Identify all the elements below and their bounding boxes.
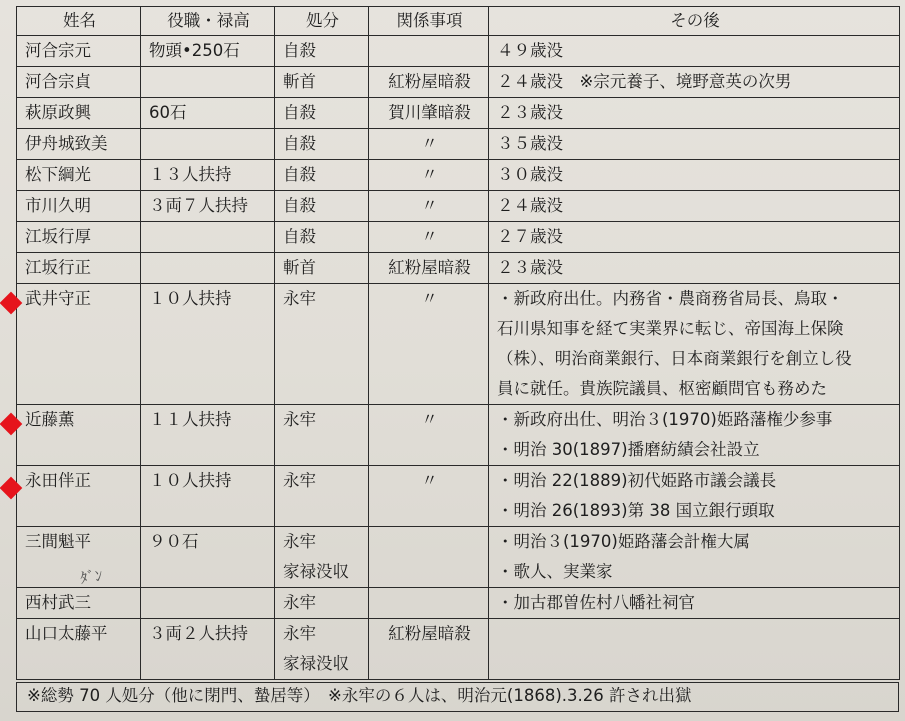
- cell-punishment: [275, 527, 369, 588]
- cell-name: 伊舟城致美: [17, 129, 141, 160]
- table-row: [17, 36, 900, 67]
- cell-role: [141, 129, 275, 160]
- header-punishment: 処分: [275, 7, 369, 36]
- cell-relation: 〃: [369, 284, 489, 405]
- punishment-line: 永牢: [283, 410, 316, 429]
- punishment-line: 家禄没収: [283, 562, 349, 581]
- cell-role: １０人扶持: [141, 284, 275, 405]
- after-line: 員に就任。貴族院議員、枢密顧問官も務めた: [497, 379, 827, 398]
- cell-role: [141, 253, 275, 284]
- cell-punishment: [275, 191, 369, 222]
- header-relation: 関係事項: [369, 7, 489, 36]
- table-row: [17, 527, 900, 588]
- table-row: [17, 619, 900, 680]
- cell-role: [141, 588, 275, 619]
- cell-relation: [369, 527, 489, 588]
- punishment-line: 永牢: [283, 624, 316, 643]
- cell-punishment: [275, 588, 369, 619]
- after-line: ２３歳没: [497, 103, 563, 122]
- handwritten-mark: ﾀﾞﾝ: [78, 566, 104, 588]
- cell-relation: 〃: [369, 191, 489, 222]
- table-row: [17, 466, 900, 527]
- cell-punishment: [275, 284, 369, 405]
- punishment-line: 自殺: [283, 227, 316, 246]
- cell-after: [489, 36, 900, 67]
- cell-relation: 〃: [369, 160, 489, 191]
- table-row: [17, 588, 900, 619]
- cell-after: [489, 129, 900, 160]
- punishment-line: 自殺: [283, 165, 316, 184]
- after-line: ・新政府出仕。内務省・農商務省局長、鳥取・: [497, 289, 844, 308]
- cell-name: 松下綱光: [17, 160, 141, 191]
- cell-role: 60石: [141, 98, 275, 129]
- after-line: ・明治３(1970)姫路藩会計権大属: [497, 532, 750, 551]
- table-row: [17, 129, 900, 160]
- punishment-line: 家禄没収: [283, 654, 349, 673]
- cell-role: １１人扶持: [141, 405, 275, 466]
- table-row: [17, 191, 900, 222]
- cell-punishment: [275, 466, 369, 527]
- after-line: ２４歳没: [497, 196, 563, 215]
- after-line: ・明治 22(1889)初代姫路市議会議長: [497, 471, 777, 490]
- cell-name: 武井守正: [17, 284, 141, 405]
- after-line: （株）、明治商業銀行、日本商業銀行を創立し役: [497, 349, 852, 368]
- cell-relation: 〃: [369, 466, 489, 527]
- punishment-table: [16, 6, 900, 680]
- cell-name: 永田伴正: [17, 466, 141, 527]
- cell-relation: [369, 588, 489, 619]
- cell-punishment: [275, 67, 369, 98]
- cell-after: [489, 160, 900, 191]
- punishment-line: 永牢: [283, 289, 316, 308]
- cell-after: [489, 619, 900, 680]
- cell-relation: 紅粉屋暗殺: [369, 67, 489, 98]
- header-name: 姓名: [17, 7, 141, 36]
- table-row: [17, 253, 900, 284]
- cell-name: 河合宗貞: [17, 67, 141, 98]
- cell-punishment: [275, 222, 369, 253]
- punishment-line: 永牢: [283, 471, 316, 490]
- cell-name: 河合宗元: [17, 36, 141, 67]
- header-role: 役職・禄高: [141, 7, 275, 36]
- cell-relation: 賀川肇暗殺: [369, 98, 489, 129]
- after-line: ２７歳没: [497, 227, 563, 246]
- cell-after: [489, 588, 900, 619]
- cell-punishment: [275, 98, 369, 129]
- cell-relation: 紅粉屋暗殺: [369, 253, 489, 284]
- cell-punishment: [275, 253, 369, 284]
- punishment-line: 斬首: [283, 72, 316, 91]
- after-line: ・歌人、実業家: [497, 562, 613, 581]
- cell-after: [489, 98, 900, 129]
- cell-after: [489, 527, 900, 588]
- cell-relation: 紅粉屋暗殺: [369, 619, 489, 680]
- cell-name: 山口太藤平: [17, 619, 141, 680]
- table-row: [17, 160, 900, 191]
- cell-relation: 〃: [369, 129, 489, 160]
- cell-name: 江坂行厚: [17, 222, 141, 253]
- cell-relation: 〃: [369, 222, 489, 253]
- header-row: [17, 7, 900, 36]
- cell-after: [489, 67, 900, 98]
- cell-punishment: [275, 619, 369, 680]
- cell-name: 江坂行正: [17, 253, 141, 284]
- punishment-line: 永牢: [283, 532, 316, 551]
- cell-role: １３人扶持: [141, 160, 275, 191]
- after-line: ・加古郡曽佐村八幡社祠官: [497, 593, 695, 612]
- after-line: 石川県知事を経て実業界に転じ、帝国海上保険: [497, 319, 844, 338]
- after-line: ２４歳没 ※宗元養子、境野意英の次男: [497, 72, 792, 91]
- cell-name: 三間魁平: [17, 527, 141, 588]
- header-after: その後: [489, 7, 900, 36]
- cell-after: [489, 284, 900, 405]
- cell-after: [489, 222, 900, 253]
- cell-after: [489, 253, 900, 284]
- punishment-line: 自殺: [283, 196, 316, 215]
- after-line: ２３歳没: [497, 258, 563, 277]
- cell-punishment: [275, 129, 369, 160]
- footer-note: ※総勢 70 人処分（他に閉門、蟄居等） ※永牢の６人は、明治元(1868).3.26 許され出獄: [16, 682, 899, 712]
- punishment-line: 自殺: [283, 103, 316, 122]
- cell-role: ９０石: [141, 527, 275, 588]
- cell-punishment: [275, 405, 369, 466]
- table-row: [17, 67, 900, 98]
- punishment-line: 自殺: [283, 134, 316, 153]
- cell-role: ３両２人扶持: [141, 619, 275, 680]
- punishment-line: 永牢: [283, 593, 316, 612]
- cell-punishment: [275, 160, 369, 191]
- punishment-line: 自殺: [283, 41, 316, 60]
- cell-role: 物頭•250石: [141, 36, 275, 67]
- cell-name: 西村武三: [17, 588, 141, 619]
- cell-role: [141, 222, 275, 253]
- after-line: ３０歳没: [497, 165, 563, 184]
- cell-role: １０人扶持: [141, 466, 275, 527]
- cell-after: [489, 191, 900, 222]
- table-row: [17, 98, 900, 129]
- cell-punishment: [275, 36, 369, 67]
- table-row: [17, 284, 900, 405]
- cell-name: 萩原政興: [17, 98, 141, 129]
- cell-after: [489, 405, 900, 466]
- cell-role: [141, 67, 275, 98]
- punishment-line: 斬首: [283, 258, 316, 277]
- after-line: ・明治 26(1893)第 38 国立銀行頭取: [497, 501, 775, 520]
- after-line: ・明治 30(1897)播磨紡績会社設立: [497, 440, 760, 459]
- cell-relation: 〃: [369, 405, 489, 466]
- cell-name: 近藤薫: [17, 405, 141, 466]
- after-line: ・新政府出仕、明治３(1970)姫路藩権少参事: [497, 410, 833, 429]
- cell-name: 市川久明: [17, 191, 141, 222]
- cell-after: [489, 466, 900, 527]
- after-line: ４９歳没: [497, 41, 563, 60]
- cell-role: ３両７人扶持: [141, 191, 275, 222]
- table-row: [17, 405, 900, 466]
- after-line: ３５歳没: [497, 134, 563, 153]
- cell-relation: [369, 36, 489, 67]
- table-row: [17, 222, 900, 253]
- after-line: [497, 619, 893, 649]
